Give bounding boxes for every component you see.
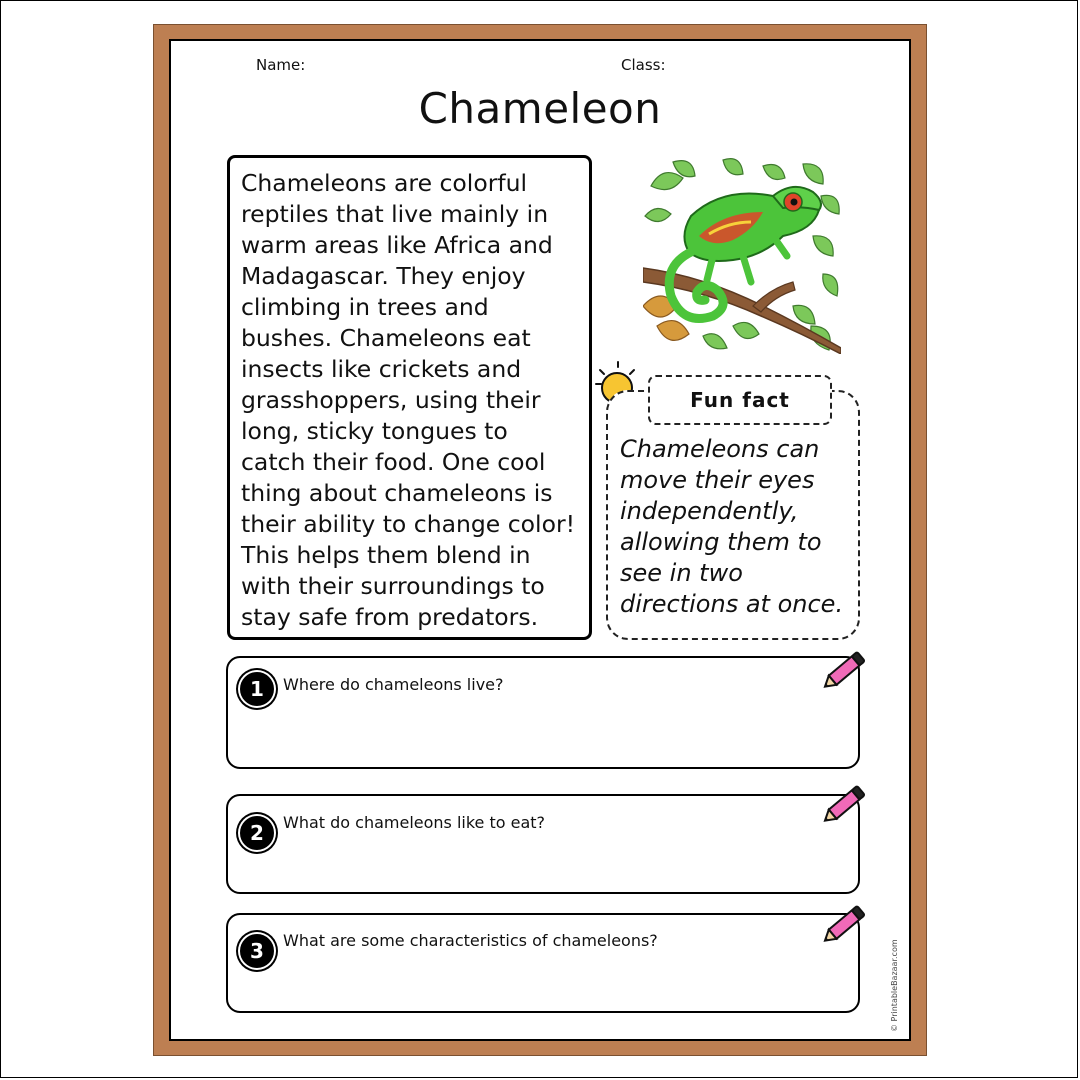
class-label: Class:: [621, 56, 666, 74]
pencil-icon: [818, 902, 870, 950]
chameleon-illustration: [643, 156, 841, 354]
fun-fact-label: Fun fact: [648, 375, 832, 425]
question-number-2: 2: [240, 816, 274, 850]
question-number-3: 3: [240, 934, 274, 968]
pencil-icon: [818, 782, 870, 830]
question-text-3: What are some characteristics of chameleons?: [283, 931, 658, 950]
name-label: Name:: [256, 56, 306, 74]
copyright-text: © PrintableBazaar.com: [890, 939, 899, 1032]
page-title: Chameleon: [418, 84, 662, 133]
reading-passage: Chameleons are colorful reptiles that live mainly in warm areas like Africa and Madagascar. They enjoy climbing in trees and bushes. Chameleons eat insects like crickets and grasshoppers, using their long, sticky tongues to catch their food. One cool thing about chameleons is their ability to change color! This helps them blend in with their surroundings to stay safe from predators.: [227, 155, 592, 640]
pencil-icon: [818, 648, 870, 696]
fun-fact-text: Chameleons can move their eyes independently, allowing them to see in two directions at once.: [620, 435, 844, 618]
question-text-1: Where do chameleons live?: [283, 675, 504, 694]
question-text-2: What do chameleons like to eat?: [283, 813, 546, 832]
question-number-1: 1: [240, 672, 274, 706]
answer-box-1[interactable]: [226, 656, 860, 769]
answer-box-3[interactable]: [226, 913, 860, 1013]
answer-box-2[interactable]: [226, 794, 860, 894]
